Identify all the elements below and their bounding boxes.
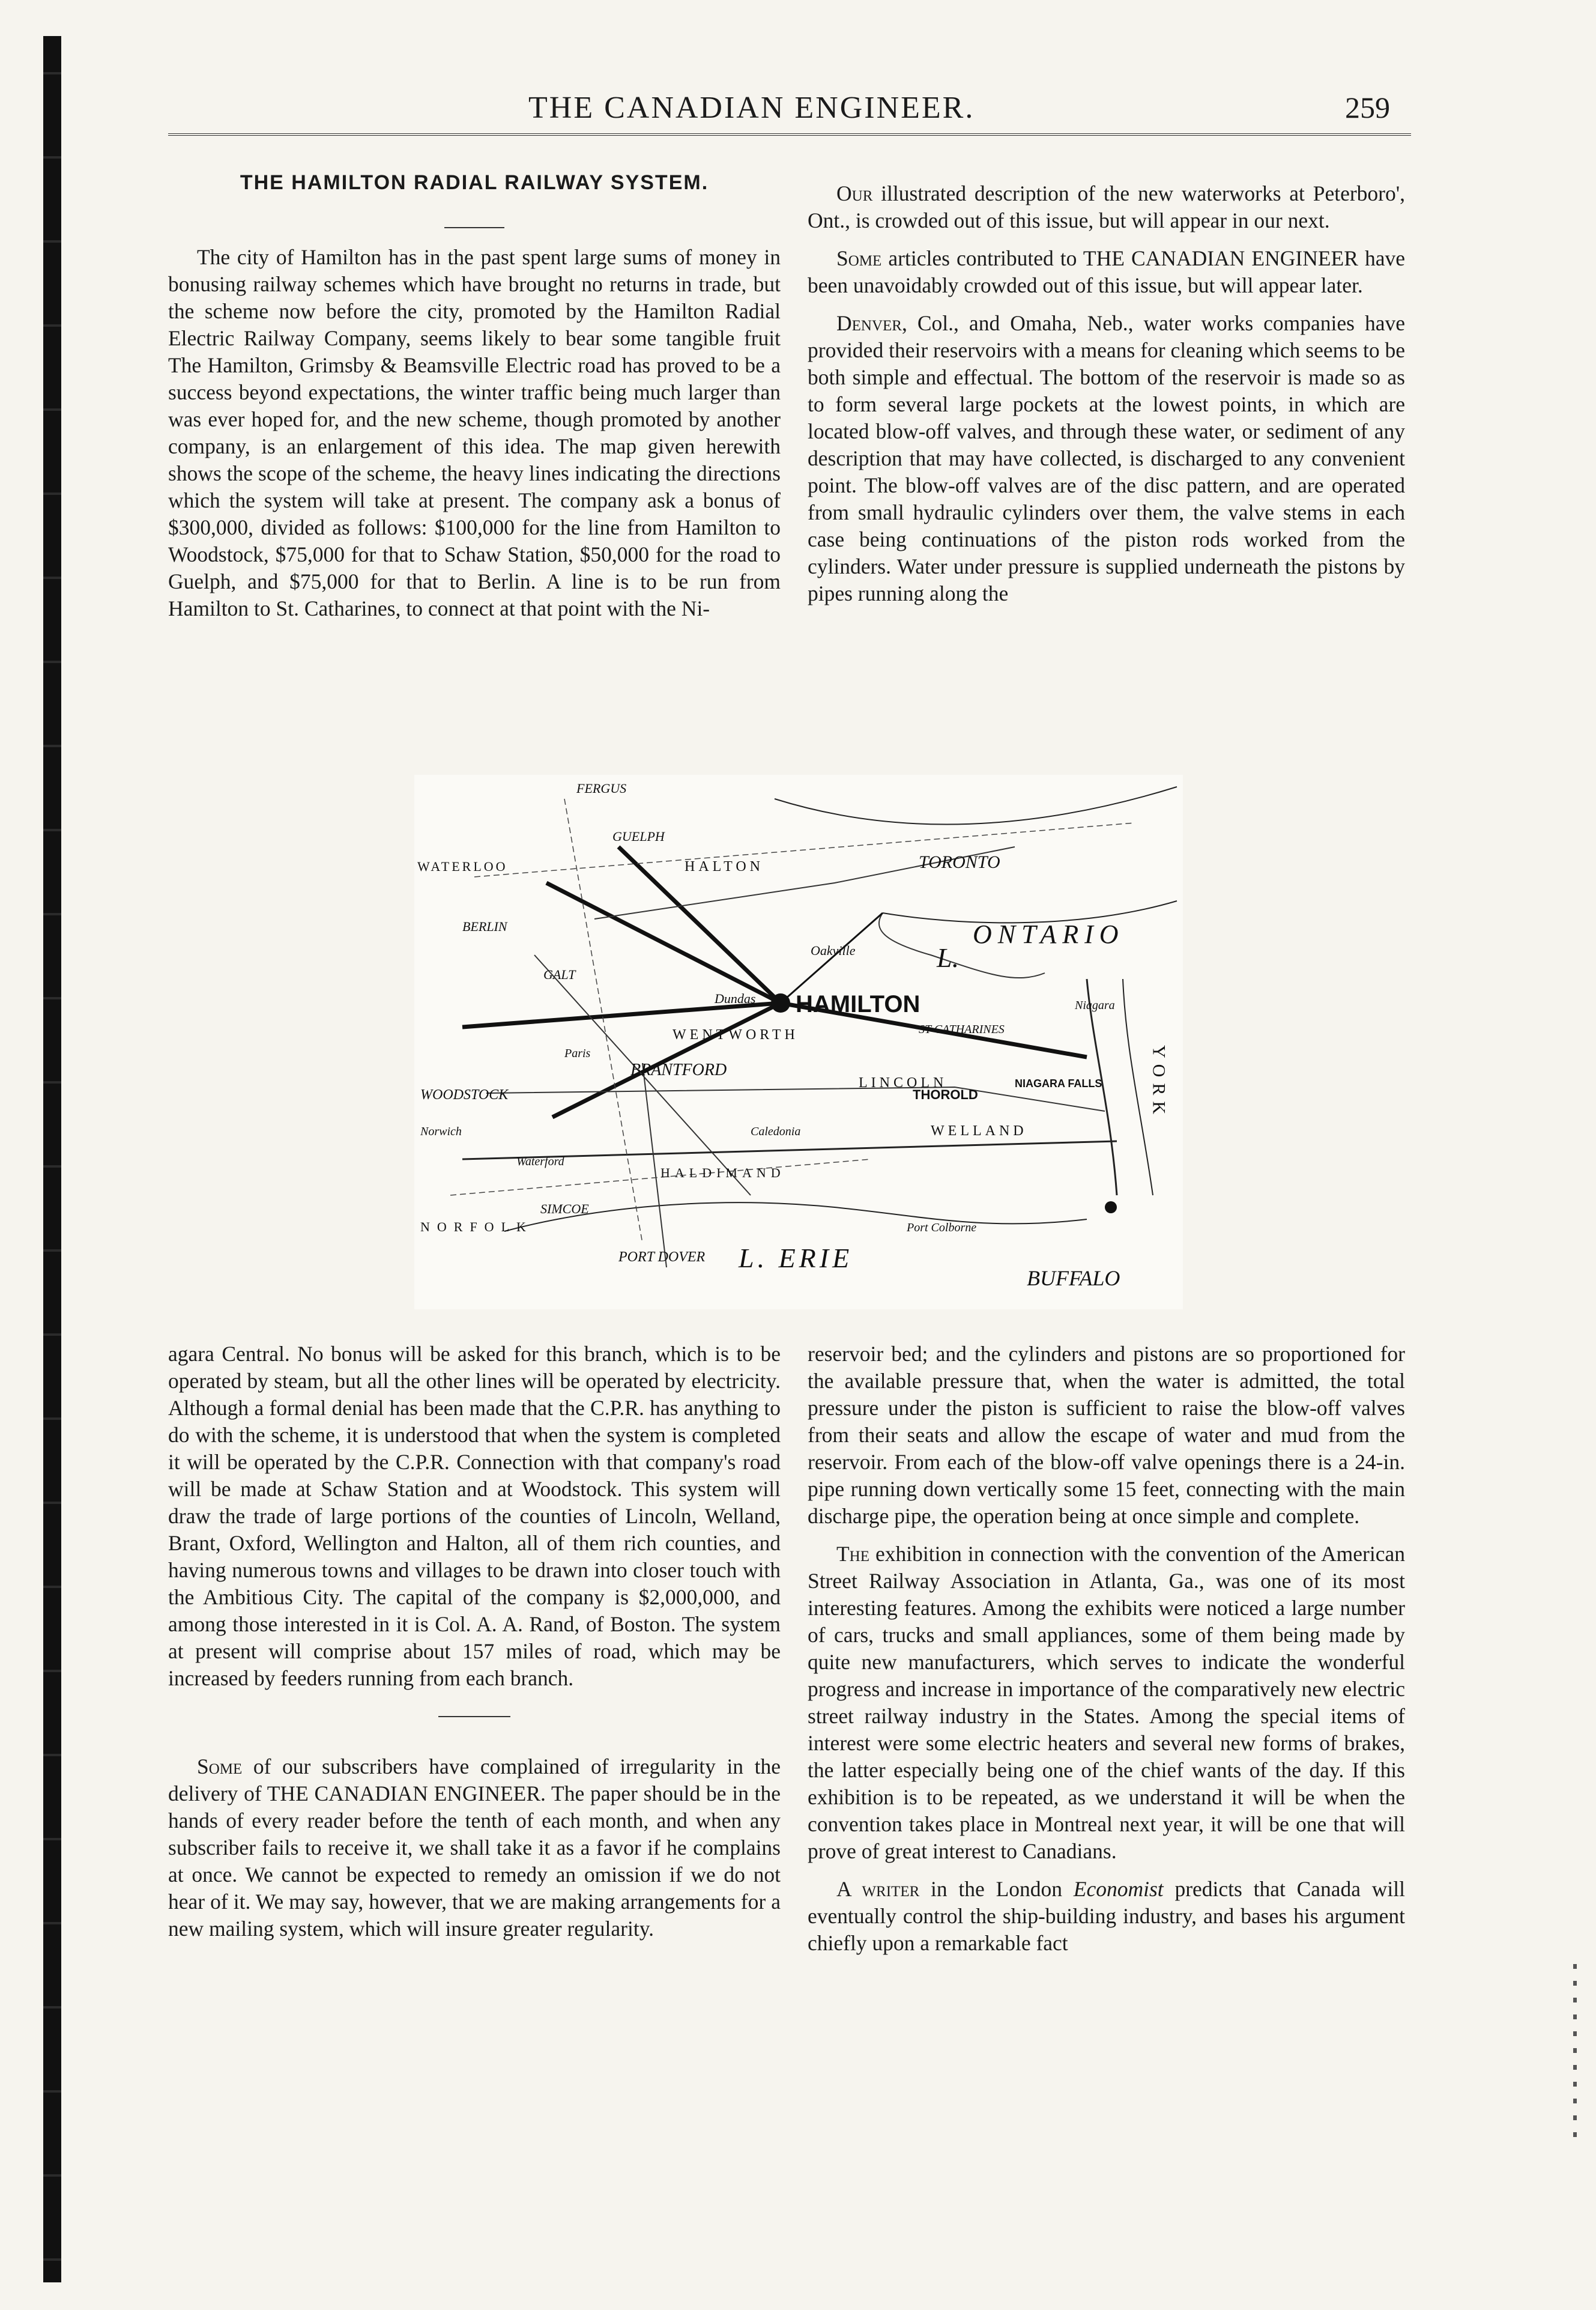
label-halton: HALTON bbox=[685, 859, 764, 875]
notice-peterboro bbox=[808, 180, 1405, 234]
margin-marks bbox=[1573, 1964, 1577, 2144]
label-lincoln: LINCOLN bbox=[859, 1075, 948, 1091]
notice-text: Col., and Omaha, Neb., water works companies have provided their reservoirs with a means for cleaning which seems to be both simple and effectual. The bottom of the reservoir is made so as to form several large pockets at the lowest points, in which are located blow-off valves, and through these water, or sediment of any description that may have collected, is discharged to any convenient point. The blow-off valves are of the disc pattern, and are operated from small hydraulic cylinders over them, the valve stems in each case being continuations of the piston rods worked from the cylinders. Water under pressure is supplied underneath the pistons by pipes running along the bbox=[808, 311, 1406, 605]
notice-subscribers bbox=[168, 1753, 781, 1942]
section-rule bbox=[438, 1716, 510, 1717]
railway-map bbox=[414, 775, 1183, 1309]
label-waterford: Waterford bbox=[516, 1155, 564, 1168]
notices-column-right-bottom bbox=[808, 1341, 1405, 1968]
label-berlin: BERLIN bbox=[462, 919, 507, 934]
notice-exhibition bbox=[808, 1541, 1405, 1865]
map-svg bbox=[414, 775, 1183, 1309]
lead-word: The bbox=[836, 1542, 870, 1566]
publication-name: Economist bbox=[1073, 1877, 1164, 1901]
article-paragraph: The city of Hamilton has in the past spent large sums of money in bonusing railway schemes which have brought no returns in trade, but the scheme now before the city, promoted by the Hamilton Radial Electric Railway Company, seems likely to bear some tangible fruit The Hamilton, Grimsby & Beamsville Electric road has proved to be a success beyond expectations, the winter traffic being much larger than was ever hoped for, and the new scheme, though promoted by another company, is an enlargement of this idea. The map given herewith shows the scope of the scheme, the heavy lines indicating the directions which the system will take at present. The company ask a bonus of $300,000, divided as follows: $100,000 for the line from Hamilton to Woodstock, $75,000 for that to Schaw Station, $50,000 for the road to Guelph, and $75,000 for that to Berlin. A line is to be run from Hamilton to St. Catharines, to connect at that point with the Ni- bbox=[168, 245, 781, 620]
label-niagara-falls: NIAGARA FALLS bbox=[1015, 1078, 1102, 1090]
page-number: 259 bbox=[1345, 91, 1390, 124]
article-column-left-top bbox=[168, 222, 781, 633]
label-toronto: TORONTO bbox=[919, 852, 1000, 872]
lead-word: Denver, bbox=[836, 311, 907, 335]
label-l: L. bbox=[937, 942, 960, 973]
lead-word: Some bbox=[836, 246, 882, 270]
article-column-left-bottom bbox=[168, 1341, 781, 1953]
binding-edge bbox=[43, 36, 61, 2282]
notice-writer bbox=[808, 1876, 1405, 1957]
notice-text: articles contributed to THE CANADIAN ENGINEER have been unavoidably crowded out of this issue, but will appear later. bbox=[808, 246, 1405, 297]
label-oakville: Oakville bbox=[811, 943, 856, 958]
article-title: THE HAMILTON RADIAL RAILWAY SYSTEM. bbox=[240, 171, 709, 194]
notice-crowded bbox=[808, 245, 1405, 299]
label-wentworth: WENTWORTH bbox=[673, 1027, 799, 1043]
header-rule bbox=[168, 133, 1411, 136]
lead-word: A writer bbox=[836, 1877, 920, 1901]
title-rule bbox=[444, 227, 504, 228]
label-brantford: BRANTFORD bbox=[630, 1061, 727, 1079]
lead-word: Our bbox=[836, 181, 873, 205]
label-erie: L. ERIE bbox=[739, 1243, 853, 1273]
label-buffalo: BUFFALO bbox=[1027, 1266, 1120, 1290]
label-port-colborne: Port Colborne bbox=[907, 1221, 977, 1234]
notice-text: of our subscribers have complained of irregularity in the delivery of THE CANADIAN ENGINEER. The paper should be in the hands of every reader before the tenth of each month, and when any subscriber fails to receive it, we shall take it as a favor if he complains at once. We cannot be expected to remedy an omission if we do not hear of it. We may say, however, that we are making arrangements for a new mailing system, which will insure greater regularity. bbox=[168, 1754, 781, 1941]
lead-word: Some bbox=[197, 1754, 243, 1778]
label-welland: WELLAND bbox=[931, 1123, 1027, 1139]
article-paragraph-continued: agara Central. No bonus will be asked for this branch, which is to be operated by steam, but all the other lines will be operated by electricity. Although a formal denial has been made that the C.P.R. has anything to do with the scheme, it is understood that when the system is completed it will be operated by the C.P.R. Connection with that company's road will be made at Schaw Station and at Woodstock. This system will draw the trade of large portions of the counties of Lincoln, Welland, Brant, Oxford, Wellington and Halton, all of them rich counties, and having numerous towns and villages to be drawn into closer touch with the Ambitious City. The capital of the company is $2,000,000, and among those interested in it is Col. A. A. Rand, of Boston. The system at present will comprise about 157 miles of road, which may be increased by feeders running from each branch. bbox=[168, 1342, 781, 1690]
label-galt: GALT bbox=[543, 967, 576, 982]
label-guelph: GUELPH bbox=[612, 829, 665, 844]
label-norfolk: NORFOLK bbox=[420, 1219, 533, 1234]
notices-column-right-top bbox=[808, 180, 1405, 618]
label-simcoe: SIMCOE bbox=[540, 1201, 589, 1216]
label-norwich: Norwich bbox=[420, 1125, 462, 1138]
label-thorold: THOROLD bbox=[913, 1087, 978, 1102]
buffalo-marker bbox=[1105, 1201, 1117, 1213]
label-caledonia: Caledonia bbox=[751, 1125, 801, 1138]
hamilton-marker bbox=[771, 993, 790, 1013]
label-fergus: FERGUS bbox=[576, 781, 627, 796]
label-haldimand: HALDIMAND bbox=[660, 1165, 785, 1180]
notice-denver-continued: reservoir bed; and the cylinders and pistons are so proportioned for the available pressure that, when the water is admitted, the total pressure under the piston is sufficient to raise the blow-off valves from their seats and allow the escape of water and mud from the reservoir. From each of the blow-off valve openings there is a 24-in. pipe running down vertically some 15 feet, connecting with the main discharge pipe, the operation being at once simple and complete. bbox=[808, 1342, 1405, 1528]
label-ontario: ONTARIO bbox=[973, 920, 1125, 949]
notice-text: in the London bbox=[931, 1877, 1062, 1901]
label-niagara: Niagara bbox=[1075, 999, 1115, 1012]
notice-text: predicts that Canada will eventually control the ship-building industry, and bases his argument chiefly upon a remarkable fact bbox=[808, 1877, 1406, 1955]
label-york: YORK bbox=[1149, 1045, 1169, 1121]
label-st-catharines: ST CATHARINES bbox=[919, 1023, 1005, 1036]
notice-text: illustrated description of the new waterworks at Peterboro', Ont., is crowded out of this issue, but will appear in our next. bbox=[808, 181, 1405, 232]
label-dundas: Dundas bbox=[715, 991, 756, 1006]
label-hamilton: HAMILTON bbox=[796, 991, 920, 1017]
running-header: THE CANADIAN ENGINEER. bbox=[528, 91, 975, 125]
label-waterloo: WATERLOO bbox=[417, 859, 508, 874]
label-port-dover: PORT DOVER bbox=[618, 1249, 706, 1265]
label-woodstock: WOODSTOCK bbox=[420, 1087, 509, 1103]
notice-text: exhibition in connection with the convention of the American Street Railway Association in Atlanta, Ga., was one of its most interesting features. Among the exhibits were noticed a large number of cars, trucks and small appliances, some of them being made by quite new manufacturers, which serves to indicate the wonderful progress and increase in importance of the comparatively new electric street railway industry in the States. Among the special items of interest were some electric heaters and several new forms of brakes, the latter especially being one of the chief wants of the day. If this exhibition is to be repeated, as we understand it will be when the convention takes place in Montreal next year, it will be one that will prove of great interest to Canadians. bbox=[808, 1542, 1406, 1863]
notice-denver bbox=[808, 310, 1405, 607]
label-paris: Paris bbox=[564, 1047, 591, 1060]
